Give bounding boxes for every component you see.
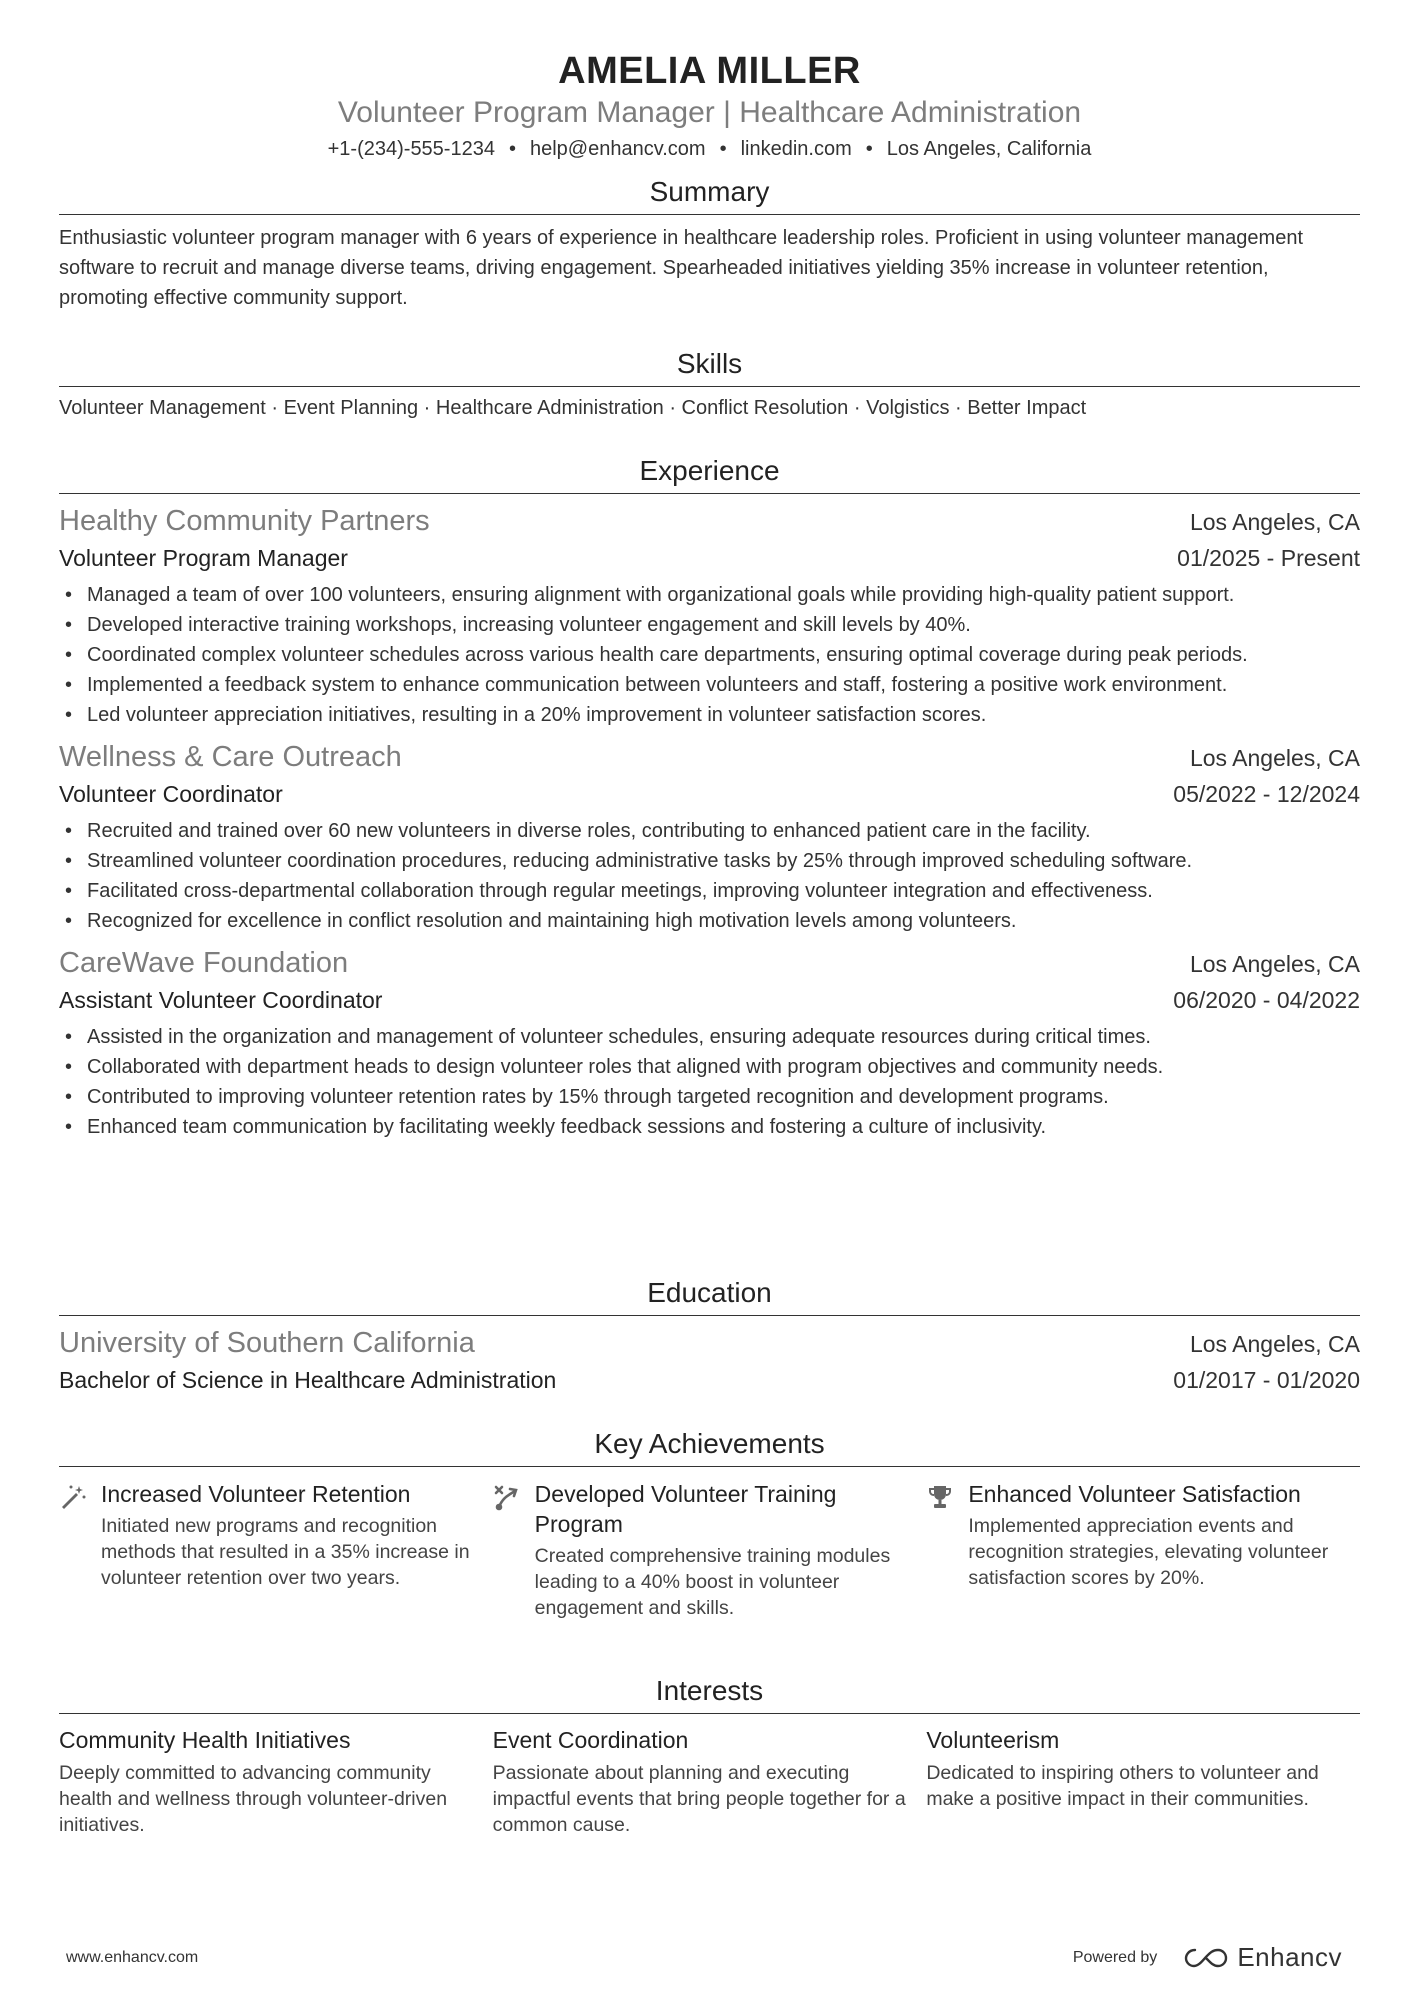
list-item: • Led volunteer appreciation initiatives, resulting in a 20% improvement in volunteer satisfaction scores. — [59, 700, 1360, 730]
interest-title: Community Health Initiatives — [59, 1727, 351, 1753]
job-bullets — [59, 1022, 1360, 1142]
separator-dot: • — [508, 138, 516, 160]
job-location: Los Angeles, CA — [1189, 745, 1360, 771]
list-item: • Managed a team of over 100 volunteers, ensuring alignment with organizational goals while providing high-quality patient support. — [59, 580, 1360, 610]
job-bullets — [59, 816, 1360, 936]
education-heading: Education — [59, 1275, 1360, 1316]
job-bullets — [59, 580, 1360, 730]
contact-line — [59, 134, 1360, 164]
list-item: • Streamlined volunteer coordination procedures, reducing administrative tasks by 25% through improved scheduling software. — [59, 846, 1360, 876]
achievement-desc: Initiated new programs and recognition methods that resulted in a 35% increase in volunteer retention over two years. — [101, 1515, 470, 1589]
interest-desc: Deeply committed to advancing community health and wellness through volunteer-driven initiatives. — [59, 1762, 448, 1836]
list-item: • Facilitated cross-departmental collaboration through regular meetings, improving volunteer integration and effectiveness. — [59, 876, 1360, 906]
job-role: Volunteer Coordinator — [59, 781, 283, 807]
achievements-heading: Key Achievements — [59, 1426, 1360, 1467]
candidate-title: Volunteer Program Manager | Healthcare Administration — [337, 96, 1082, 129]
education-entry — [59, 1324, 1360, 1398]
job-dates: 01/2025 - Present — [1177, 545, 1360, 571]
achievement-title: Increased Volunteer Retention — [101, 1481, 411, 1507]
contact-email[interactable]: help@enhancv.com — [529, 138, 706, 160]
enhancv-logo-icon — [1183, 1946, 1229, 1970]
job-location: Los Angeles, CA — [1189, 951, 1360, 977]
contact-phone: +1-(234)-555-1234 — [327, 138, 495, 160]
job-company: CareWave Foundation — [59, 947, 349, 979]
list-item: • Developed interactive training workshops, increasing volunteer engagement and skill levels by 40%. — [59, 610, 1360, 640]
job-entry — [59, 944, 1360, 1142]
interest-item — [493, 1724, 927, 1838]
achievement-item — [59, 1479, 493, 1621]
experience-heading: Experience — [59, 453, 1360, 494]
list-item: • Coordinated complex volunteer schedules across various health care departments, ensuring optimal coverage during peak periods. — [59, 640, 1360, 670]
brand-name: Enhancv — [1237, 1942, 1342, 1972]
achievement-title: Enhanced Volunteer Satisfaction — [968, 1481, 1301, 1507]
contact-linkedin[interactable]: linkedin.com — [740, 138, 852, 160]
skills-heading: Skills — [59, 346, 1360, 387]
job-dates: 05/2022 - 12/2024 — [1173, 781, 1360, 807]
achievement-desc: Created comprehensive training modules leading to a 40% boost in volunteer engagement and skills. — [534, 1545, 891, 1619]
job-role: Volunteer Program Manager — [59, 545, 348, 571]
achievement-item — [926, 1479, 1360, 1621]
list-item: • Recruited and trained over 60 new volunteers in diverse roles, contributing to enhanced patient care in the facility. — [59, 816, 1360, 846]
interest-item — [59, 1724, 493, 1838]
list-item: • Recognized for excellence in conflict resolution and maintaining high motivation levels among volunteers. — [59, 906, 1360, 936]
summary-heading: Summary — [59, 174, 1360, 215]
list-item: • Contributed to improving volunteer retention rates by 15% through targeted recognition and development programs. — [59, 1082, 1360, 1112]
trophy-icon — [926, 1479, 968, 1621]
job-role: Assistant Volunteer Coordinator — [59, 987, 383, 1013]
interests-grid — [59, 1724, 1360, 1838]
page-footer — [66, 1942, 1342, 1973]
summary-text: Enthusiastic volunteer program manager with 6 years of experience in healthcare leadership roles. Proficient in using volunteer management software to recruit and manage diverse teams, driving engagement. Spearheaded initiatives yielding 35% increase in volunteer retention, promoting effective community support. — [59, 227, 1304, 309]
education-location: Los Angeles, CA — [1189, 1331, 1360, 1357]
job-dates: 06/2020 - 04/2022 — [1173, 987, 1360, 1013]
skills-section — [59, 346, 1360, 423]
achievement-desc: Implemented appreciation events and recognition strategies, elevating volunteer satisfaction scores by 20%. — [968, 1515, 1329, 1589]
separator-dot: • — [719, 138, 727, 160]
skills-list: Volunteer Management · Event Planning · Healthcare Administration · Conflict Resolution · Volgistics · Better Impact — [59, 397, 1087, 419]
brand-logo[interactable] — [1183, 1942, 1342, 1973]
separator-dot: • — [865, 138, 873, 160]
interest-desc: Passionate about planning and executing impactful events that bring people together for a common cause. — [492, 1762, 906, 1836]
achievements-grid — [59, 1479, 1360, 1621]
footer-branding — [1073, 1942, 1342, 1973]
job-location: Los Angeles, CA — [1189, 509, 1360, 535]
job-company: Wellness & Care Outreach — [59, 741, 402, 773]
achievement-item — [493, 1479, 927, 1621]
strategy-icon — [493, 1479, 535, 1621]
job-entry — [59, 502, 1360, 730]
education-degree: Bachelor of Science in Healthcare Administration — [59, 1367, 557, 1393]
magic-wand-icon — [59, 1479, 101, 1621]
interest-title: Event Coordination — [492, 1727, 689, 1753]
powered-by-label: Powered by — [1072, 1948, 1158, 1966]
job-company: Healthy Community Partners — [59, 505, 430, 537]
interest-item — [926, 1724, 1360, 1838]
interest-title: Volunteerism — [926, 1727, 1060, 1753]
interests-heading: Interests — [59, 1673, 1360, 1714]
education-dates: 01/2017 - 01/2020 — [1173, 1367, 1360, 1393]
interests-section — [59, 1673, 1360, 1838]
summary-section — [59, 174, 1360, 313]
achievement-title: Developed Volunteer Training Program — [534, 1481, 837, 1537]
candidate-name: AMELIA MILLER — [558, 50, 861, 92]
interest-desc: Dedicated to inspiring others to volunteer and make a positive impact in their communities. — [926, 1762, 1319, 1810]
experience-section — [59, 453, 1360, 1142]
education-school: University of Southern California — [59, 1327, 475, 1359]
achievements-section — [59, 1426, 1360, 1621]
contact-location: Los Angeles, California — [886, 138, 1092, 160]
job-entry — [59, 738, 1360, 936]
list-item: • Collaborated with department heads to design volunteer roles that aligned with program objectives and community needs. — [59, 1052, 1360, 1082]
education-section — [59, 1275, 1360, 1398]
resume-header — [59, 48, 1360, 164]
footer-website[interactable]: www.enhancv.com — [66, 1948, 199, 1966]
list-item: • Assisted in the organization and management of volunteer schedules, ensuring adequate resources during critical times. — [59, 1022, 1360, 1052]
list-item: • Implemented a feedback system to enhance communication between volunteers and staff, fostering a positive work environment. — [59, 670, 1360, 700]
list-item: • Enhanced team communication by facilitating weekly feedback sessions and fostering a culture of inclusivity. — [59, 1112, 1360, 1142]
